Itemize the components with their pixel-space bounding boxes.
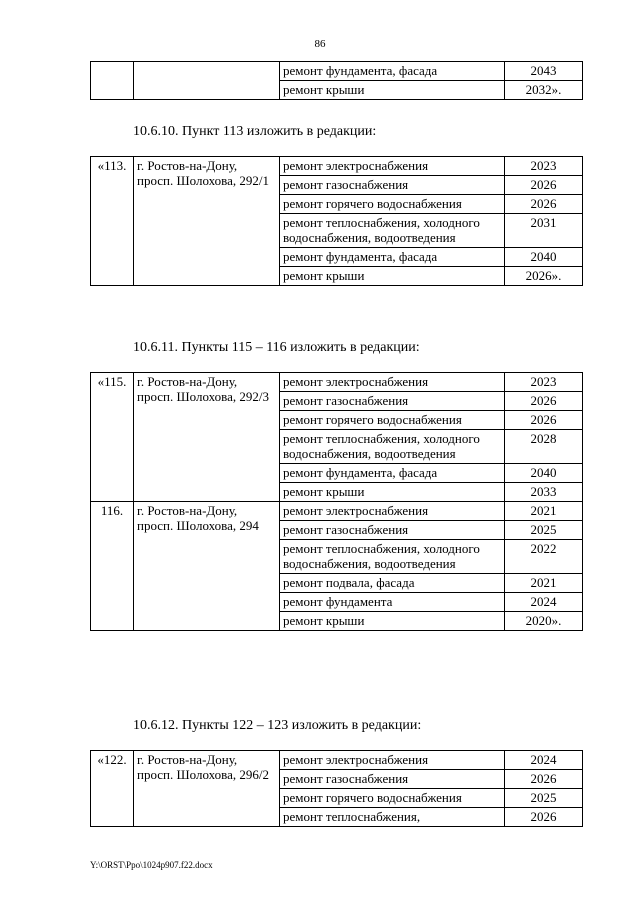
address-cell	[134, 62, 280, 100]
work-type-cell: ремонт электроснабжения	[280, 157, 505, 176]
work-type-cell: ремонт фундамента, фасада	[280, 62, 505, 81]
year-cell: 2026	[505, 195, 583, 214]
work-type-cell: ремонт фундамента, фасада	[280, 464, 505, 483]
work-type-cell: ремонт крыши	[280, 81, 505, 100]
item-number-cell	[91, 62, 134, 100]
address-cell: г. Ростов-на-Дону, просп. Шолохова, 296/2	[134, 751, 280, 827]
work-type-cell: ремонт теплоснабжения,	[280, 808, 505, 827]
work-type-cell: ремонт газоснабжения	[280, 392, 505, 411]
year-cell: 2028	[505, 430, 583, 464]
item-number-cell: «122.	[91, 751, 134, 827]
work-type-cell: ремонт газоснабжения	[280, 521, 505, 540]
year-cell: 2033	[505, 483, 583, 502]
table-row	[91, 62, 583, 81]
work-type-cell: ремонт газоснабжения	[280, 176, 505, 195]
work-type-cell: ремонт подвала, фасада	[280, 574, 505, 593]
year-cell: 2023	[505, 373, 583, 392]
item-number-cell: «115.	[91, 373, 134, 502]
table-row	[91, 502, 583, 521]
work-type-cell: ремонт крыши	[280, 483, 505, 502]
table-row	[91, 157, 583, 176]
page-number: 86	[314, 38, 326, 50]
work-type-cell: ремонт горячего водоснабжения	[280, 195, 505, 214]
table-items-122-123	[90, 750, 583, 827]
year-cell: 2021	[505, 502, 583, 521]
work-type-cell: ремонт электроснабжения	[280, 502, 505, 521]
work-type-cell: ремонт фундамента, фасада	[280, 248, 505, 267]
year-cell: 2021	[505, 574, 583, 593]
work-type-cell: ремонт крыши	[280, 267, 505, 286]
work-type-cell: ремонт горячего водоснабжения	[280, 411, 505, 430]
address-cell: г. Ростов-на-Дону, просп. Шолохова, 292/3	[134, 373, 280, 502]
year-cell: 2025	[505, 521, 583, 540]
year-cell: 2031	[505, 214, 583, 248]
year-cell: 2026».	[505, 267, 583, 286]
item-number-cell: 116.	[91, 502, 134, 631]
file-path-footer: Y:\ORST\Ppo\1024p907.f22.docx	[90, 860, 213, 870]
work-type-cell: ремонт фундамента	[280, 593, 505, 612]
work-type-cell: ремонт теплоснабжения, холодного водоснабжения, водоотведения	[280, 214, 505, 248]
heading-10-6-10: 10.6.10. Пункт 113 изложить в редакции:	[133, 124, 377, 139]
year-cell: 2026	[505, 808, 583, 827]
year-cell: 2032».	[505, 81, 583, 100]
year-cell: 2026	[505, 392, 583, 411]
table-row	[91, 373, 583, 392]
table-items-115-116	[90, 372, 583, 631]
year-cell: 2020».	[505, 612, 583, 631]
year-cell: 2040	[505, 464, 583, 483]
work-type-cell: ремонт теплоснабжения, холодного водоснабжения, водоотведения	[280, 540, 505, 574]
work-type-cell: ремонт теплоснабжения, холодного водоснабжения, водоотведения	[280, 430, 505, 464]
year-cell: 2023	[505, 157, 583, 176]
year-cell: 2022	[505, 540, 583, 574]
address-cell: г. Ростов-на-Дону, просп. Шолохова, 294	[134, 502, 280, 631]
heading-10-6-12: 10.6.12. Пункты 122 – 123 изложить в редакции:	[133, 718, 422, 733]
year-cell: 2024	[505, 751, 583, 770]
year-cell: 2026	[505, 411, 583, 430]
year-cell: 2026	[505, 770, 583, 789]
work-type-cell: ремонт электроснабжения	[280, 373, 505, 392]
table-item-113	[90, 156, 583, 286]
work-type-cell: ремонт электроснабжения	[280, 751, 505, 770]
table-continuation	[90, 61, 583, 100]
work-type-cell: ремонт газоснабжения	[280, 770, 505, 789]
year-cell: 2025	[505, 789, 583, 808]
table-row	[91, 751, 583, 770]
year-cell: 2043	[505, 62, 583, 81]
work-type-cell: ремонт крыши	[280, 612, 505, 631]
address-cell: г. Ростов-на-Дону, просп. Шолохова, 292/1	[134, 157, 280, 286]
year-cell: 2024	[505, 593, 583, 612]
heading-10-6-11: 10.6.11. Пункты 115 – 116 изложить в редакции:	[133, 340, 420, 355]
year-cell: 2040	[505, 248, 583, 267]
item-number-cell: «113.	[91, 157, 134, 286]
year-cell: 2026	[505, 176, 583, 195]
work-type-cell: ремонт горячего водоснабжения	[280, 789, 505, 808]
